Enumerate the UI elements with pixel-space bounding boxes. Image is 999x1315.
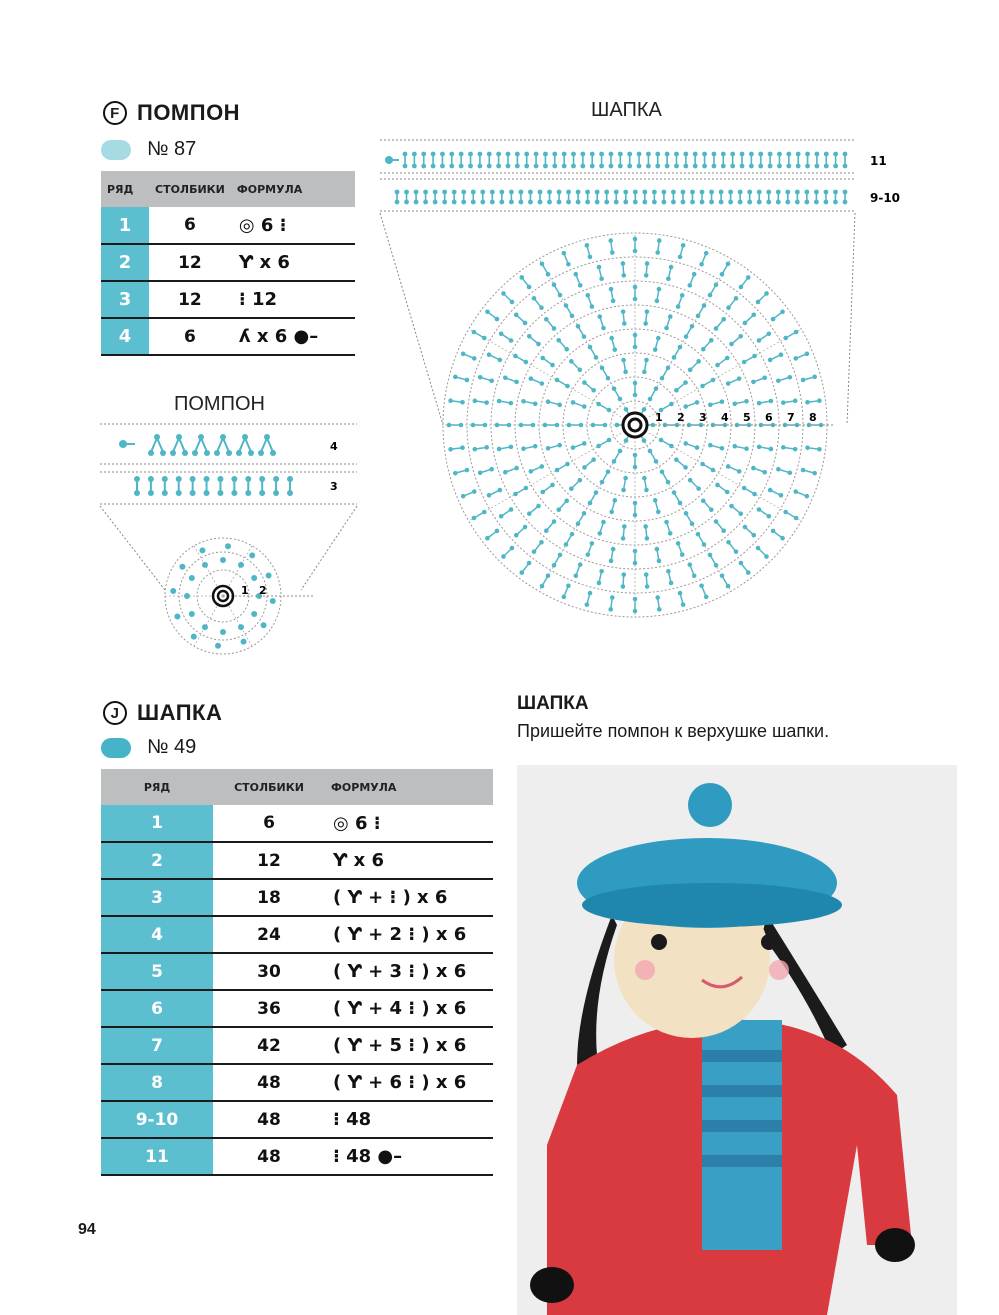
hat-row-label-11: 11	[870, 154, 887, 168]
table-row	[101, 879, 493, 916]
stitch-count: 12	[213, 842, 325, 879]
row-formula: ◎ 6 ⁝	[231, 207, 355, 244]
row-formula: ⁝ 48	[325, 1101, 493, 1138]
table-row	[101, 207, 355, 244]
table-row	[101, 1027, 493, 1064]
header-row: РЯД	[101, 171, 149, 207]
header-stitches: СТОЛБИКИ	[149, 171, 231, 207]
table-row	[101, 916, 493, 953]
row-formula: ( Ƴ + 4 ⁝ ) x 6	[325, 990, 493, 1027]
pompon-ring-label: 1	[241, 584, 249, 597]
row-number: 11	[101, 1138, 213, 1175]
doll-photo	[517, 765, 957, 1315]
row-number: 2	[101, 842, 213, 879]
hat-heading	[103, 700, 222, 726]
table-row	[101, 990, 493, 1027]
stitch-count: 42	[213, 1027, 325, 1064]
table-row	[101, 1138, 493, 1175]
row-formula: ⁝ 48 ●–	[325, 1138, 493, 1175]
row-number: 2	[101, 244, 149, 281]
hat-diagram	[375, 135, 915, 635]
hat-ring-label: 1	[655, 411, 663, 424]
table-row	[101, 244, 355, 281]
hat-table	[101, 769, 493, 1176]
row-formula: ( Ƴ + 3 ⁝ ) x 6	[325, 953, 493, 990]
pompon-row-label-3: 3	[330, 480, 338, 493]
row-formula: Ƴ x 6	[325, 842, 493, 879]
hat-ring-label: 8	[809, 411, 817, 424]
row-number: 4	[101, 318, 149, 355]
stitch-count: 48	[213, 1101, 325, 1138]
stitch-count: 48	[213, 1138, 325, 1175]
stitch-count: 6	[149, 318, 231, 355]
stitch-count: 12	[149, 244, 231, 281]
header-stitches: СТОЛБИКИ	[213, 769, 325, 805]
pompon-diagram	[95, 420, 365, 665]
pompon-heading	[103, 100, 240, 126]
row-number: 8	[101, 1064, 213, 1101]
pompon-letter-badge: F	[103, 101, 127, 125]
hat-ring-label: 3	[699, 411, 707, 424]
row-number: 3	[101, 281, 149, 318]
pompon-round-chart	[165, 538, 313, 654]
pompon-row-label-4: 4	[330, 440, 338, 453]
stitch-count: 18	[213, 879, 325, 916]
stitch-count: 12	[149, 281, 231, 318]
header-formula: ФОРМУЛА	[231, 171, 355, 207]
stitch-count: 36	[213, 990, 325, 1027]
row-number: 6	[101, 990, 213, 1027]
header-row: РЯД	[101, 769, 213, 805]
hat-letter-badge: J	[103, 701, 127, 725]
hat-ring-label: 4	[721, 411, 729, 424]
hat-yarn	[101, 736, 196, 759]
row-number: 5	[101, 953, 213, 990]
hat-title: ШАПКА	[137, 700, 223, 725]
row-number: 1	[101, 805, 213, 842]
row-formula: Ƴ x 6	[231, 244, 355, 281]
table-row	[101, 281, 355, 318]
hat-row11-stitches	[385, 152, 847, 169]
header-formula: ФОРМУЛА	[325, 769, 493, 805]
hat-ring-label: 2	[677, 411, 685, 424]
hat-yarn-number: № 49	[147, 736, 197, 758]
hat-ring-label: 6	[765, 411, 773, 424]
pompon-table	[101, 171, 355, 356]
row-number: 9-10	[101, 1101, 213, 1138]
table-row	[101, 842, 493, 879]
yarn-swatch-icon	[101, 738, 131, 758]
table-row	[101, 805, 493, 842]
hat-ring-label: 5	[743, 411, 751, 424]
instruction-text: Пришейте помпон к верхушке шапки.	[517, 721, 830, 741]
hat-row9-10-stitches	[395, 190, 848, 205]
stitch-count: 24	[213, 916, 325, 953]
row-number: 1	[101, 207, 149, 244]
row-number: 7	[101, 1027, 213, 1064]
pompon-yarn	[101, 138, 196, 161]
pompon-title: ПОМПОН	[137, 100, 241, 125]
row-formula: ( Ƴ + 5 ⁝ ) x 6	[325, 1027, 493, 1064]
table-row	[101, 1101, 493, 1138]
stitch-count: 30	[213, 953, 325, 990]
hat-diagram-title: ШАПКА	[591, 99, 662, 121]
yarn-swatch-icon	[101, 140, 131, 160]
table-row	[101, 953, 493, 990]
pompon-diagram-title: ПОМПОН	[174, 393, 265, 415]
hat-ring-label: 7	[787, 411, 795, 424]
hat-round-chart	[443, 233, 835, 617]
table-row	[101, 1064, 493, 1101]
row-formula: ( Ƴ + 2 ⁝ ) x 6	[325, 916, 493, 953]
row-formula: ⁝ 12	[231, 281, 355, 318]
row-formula: ◎ 6 ⁝	[325, 805, 493, 842]
pompon-ring-label: 2	[259, 584, 267, 597]
stitch-count: 6	[213, 805, 325, 842]
pompon-row3-stitches	[134, 476, 293, 496]
row-number: 4	[101, 916, 213, 953]
row-formula: ( Ƴ + ⁝ ) x 6	[325, 879, 493, 916]
pompon-yarn-number: № 87	[147, 138, 197, 160]
table-row	[101, 318, 355, 355]
stitch-count: 6	[149, 207, 231, 244]
instruction-title: ШАПКА	[517, 693, 589, 714]
stitch-count: 48	[213, 1064, 325, 1101]
hat-row-label-9-10: 9-10	[870, 191, 901, 205]
row-number: 3	[101, 879, 213, 916]
row-formula: ( Ƴ + 6 ⁝ ) x 6	[325, 1064, 493, 1101]
page-number: 94	[78, 1221, 96, 1238]
row-formula: ʎ x 6 ●–	[231, 318, 355, 355]
pompon-row4-stitches	[119, 434, 276, 456]
